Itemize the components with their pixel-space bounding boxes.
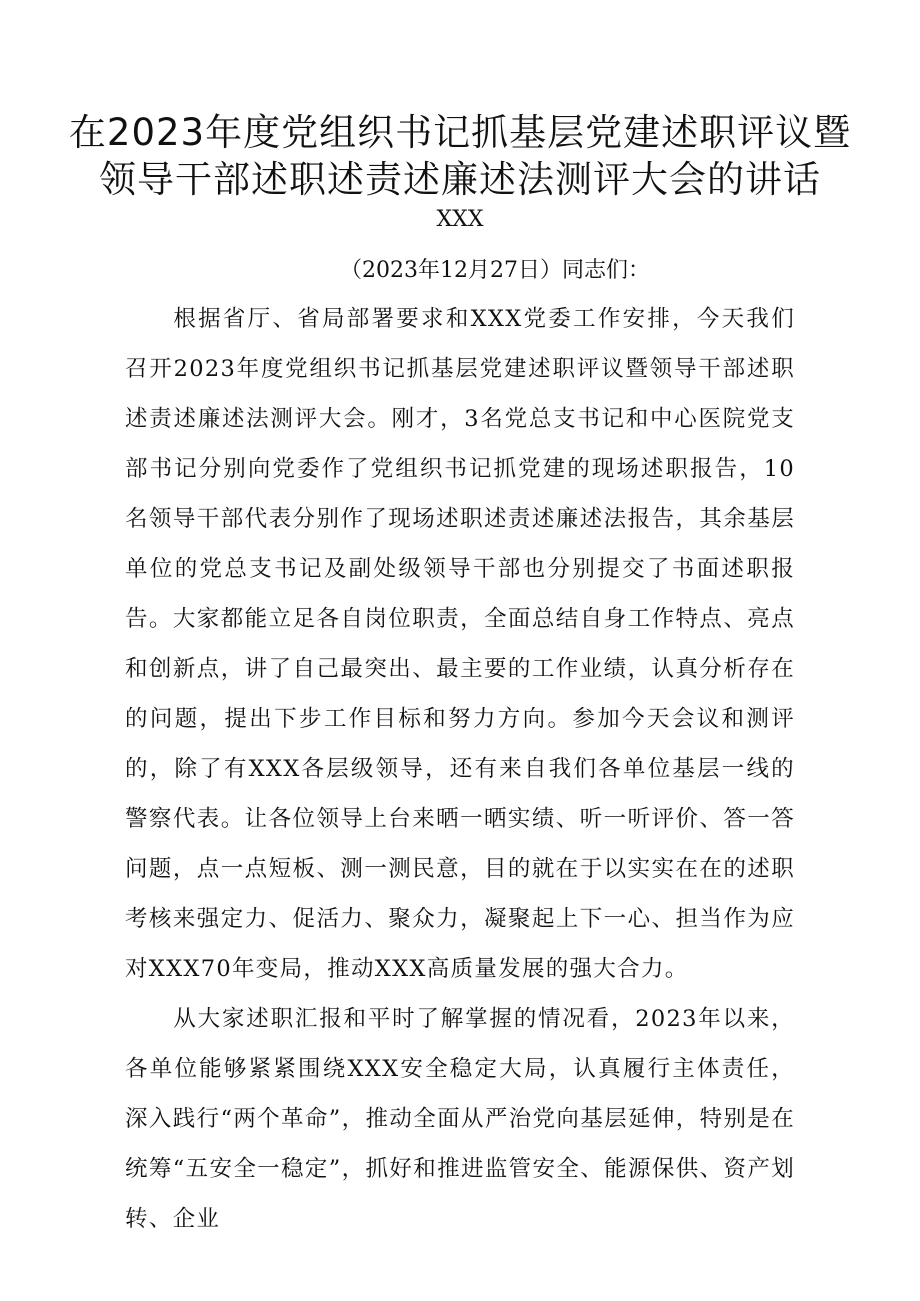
document-title-line-1: 在2023年度党组织书记抓基层党建述职评议暨 xyxy=(68,111,852,154)
author-name: XXX xyxy=(436,207,484,232)
body-paragraph-2: 从大家述职汇报和平时了解掌握的情况看，2023年以来，各单位能够紧紧围绕XXX安全稳定大局，认真履行主体责任，深入践行“两个革命”，推动全面从严治党向基层延伸，特别是在统筹“五安全一稳定”，抓好和推进监管安全、能源保供、资产划转、企业 xyxy=(125,1006,795,1232)
date-and-salutation: （2023年12月27日）同志们： xyxy=(340,258,650,283)
document-title-line-2: 领导干部述职述责述廉述法测评大会的讲话 xyxy=(99,158,821,201)
body-paragraph-1: 根据省厅、省局部署要求和XXX党委工作安排，今天我们召开2023年度党组织书记抓基层党建述职评议暨领导干部述职述责述廉述法测评大会。刚才，3名党总支书记和中心医院党支部书记分别向党委作了党组织书记抓党建的现场述职报告，10名领导干部代表分别作了现场述职述责述廉述法报告，其余基层单位的党总支书记及副处级领导干部也分别提交了书面述职报告。大家都能立足各自岗位职责，全面总结自身工作特点、亮点和创新点，讲了自己最突出、最主要的工作业绩，认真分析存在的问题，提出下步工作目标和努力方向。参加今天会议和测评的，除了有XXX各层级领导，还有来自我们各单位基层一线的警察代表。让各位领导上台来晒一晒实绩、听一听评价、答一答问题，点一点短板、测一测民意，目的就在于以实实在在的述职考核来强定力、促活力、聚众力，凝聚起上下一心、担当作为应对XXX70年变局，推动XXX高质量发展的强大合力。 xyxy=(125,306,795,982)
